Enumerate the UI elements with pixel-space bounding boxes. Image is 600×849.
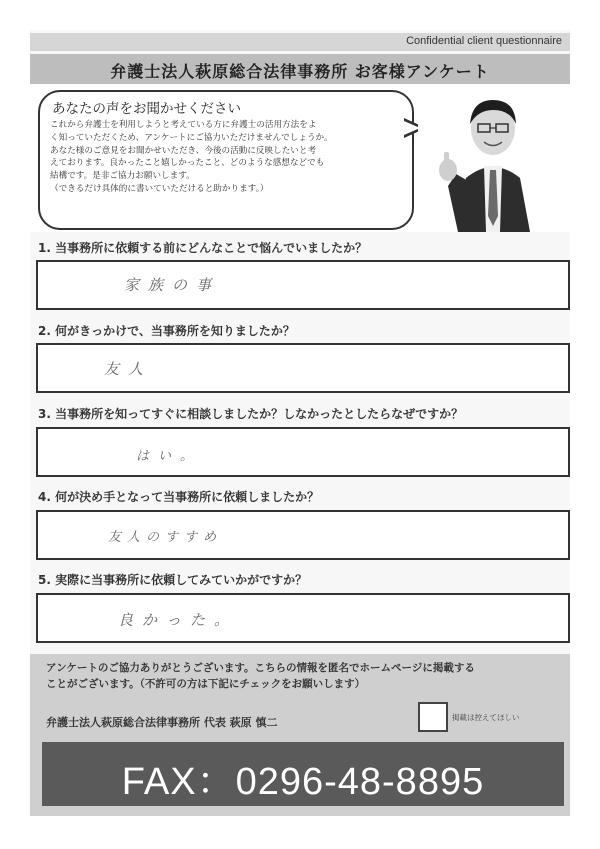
- footer-message-line-2: ことがございます。（不許可の方は下記にチェックをお願いします）: [46, 678, 366, 690]
- answer-4-text: 友人のすすめ: [108, 530, 223, 545]
- intro-heading: あなたの声をお聞かせください: [52, 101, 241, 117]
- intro-body: [50, 119, 400, 196]
- answer-1-box[interactable]: [36, 260, 570, 310]
- question-1-label: 1. 当事務所に依頼する前にどんなことで悩んでいましたか？: [38, 241, 368, 255]
- footer-message-line-1: アンケートのご協力ありがとうございます。こちらの情報を匿名でホームページに掲載する: [46, 662, 475, 674]
- answer-4-box[interactable]: [36, 510, 570, 560]
- answer-2-box[interactable]: [36, 343, 570, 393]
- answer-1-text: 家族の事: [124, 276, 221, 294]
- lawyer-portrait-photo: [418, 86, 568, 232]
- fax-number: FAX：0296-48-8895: [121, 761, 485, 803]
- question-4-label: 4. 何が決め手となって当事務所に依頼しましたか？: [38, 490, 320, 504]
- fax-banner: [42, 742, 564, 806]
- intro-line: あなた様のご意見をお聞かせいただき、今後の活動に反映したいと考: [50, 145, 317, 156]
- answer-3-box[interactable]: [36, 427, 570, 477]
- answer-5-box[interactable]: [36, 593, 570, 643]
- page-title: 弁護士法人萩原総合法律事務所 お客様アンケート: [110, 62, 490, 81]
- intro-line: 結構です。是非ご協力お願いします。: [50, 171, 195, 182]
- answer-5-text: 良かった。: [118, 611, 239, 629]
- intro-line: く知っていただくため、アンケートにご協力いただけませんでしょうか。: [50, 132, 333, 143]
- answer-2-text: 友人: [104, 360, 153, 378]
- answer-3-text: はい。: [136, 449, 203, 464]
- intro-line: えております。良かったこと嬉しかったこと、どのような感想などでも: [50, 158, 325, 169]
- question-3-label: 3. 当事務所を知ってすぐに相談しましたか？しなかったとしたらなぜですか？: [38, 407, 464, 421]
- intro-line: これから弁護士を利用しようと考えている方に弁護士の活用方法をよ: [50, 120, 317, 130]
- question-2-label: 2. 何がきっかけで、当事務所を知りましたか？: [38, 324, 295, 338]
- footer-message: [46, 660, 566, 692]
- title-bar: [30, 54, 570, 84]
- office-signature: 弁護士法人萩原総合法律事務所 代表 萩原 慎二: [46, 716, 278, 729]
- intro-line: （できるだけ具体的に書いていただけると助かります。）: [50, 183, 269, 194]
- confidential-label: Confidential client questionnaire: [406, 35, 562, 47]
- no-publish-checkbox[interactable]: [418, 702, 448, 732]
- question-5-label: 5. 実際に当事務所に依頼してみていかがですか？: [38, 573, 308, 587]
- no-publish-checkbox-label: 掲載は控えてほしい: [452, 713, 520, 722]
